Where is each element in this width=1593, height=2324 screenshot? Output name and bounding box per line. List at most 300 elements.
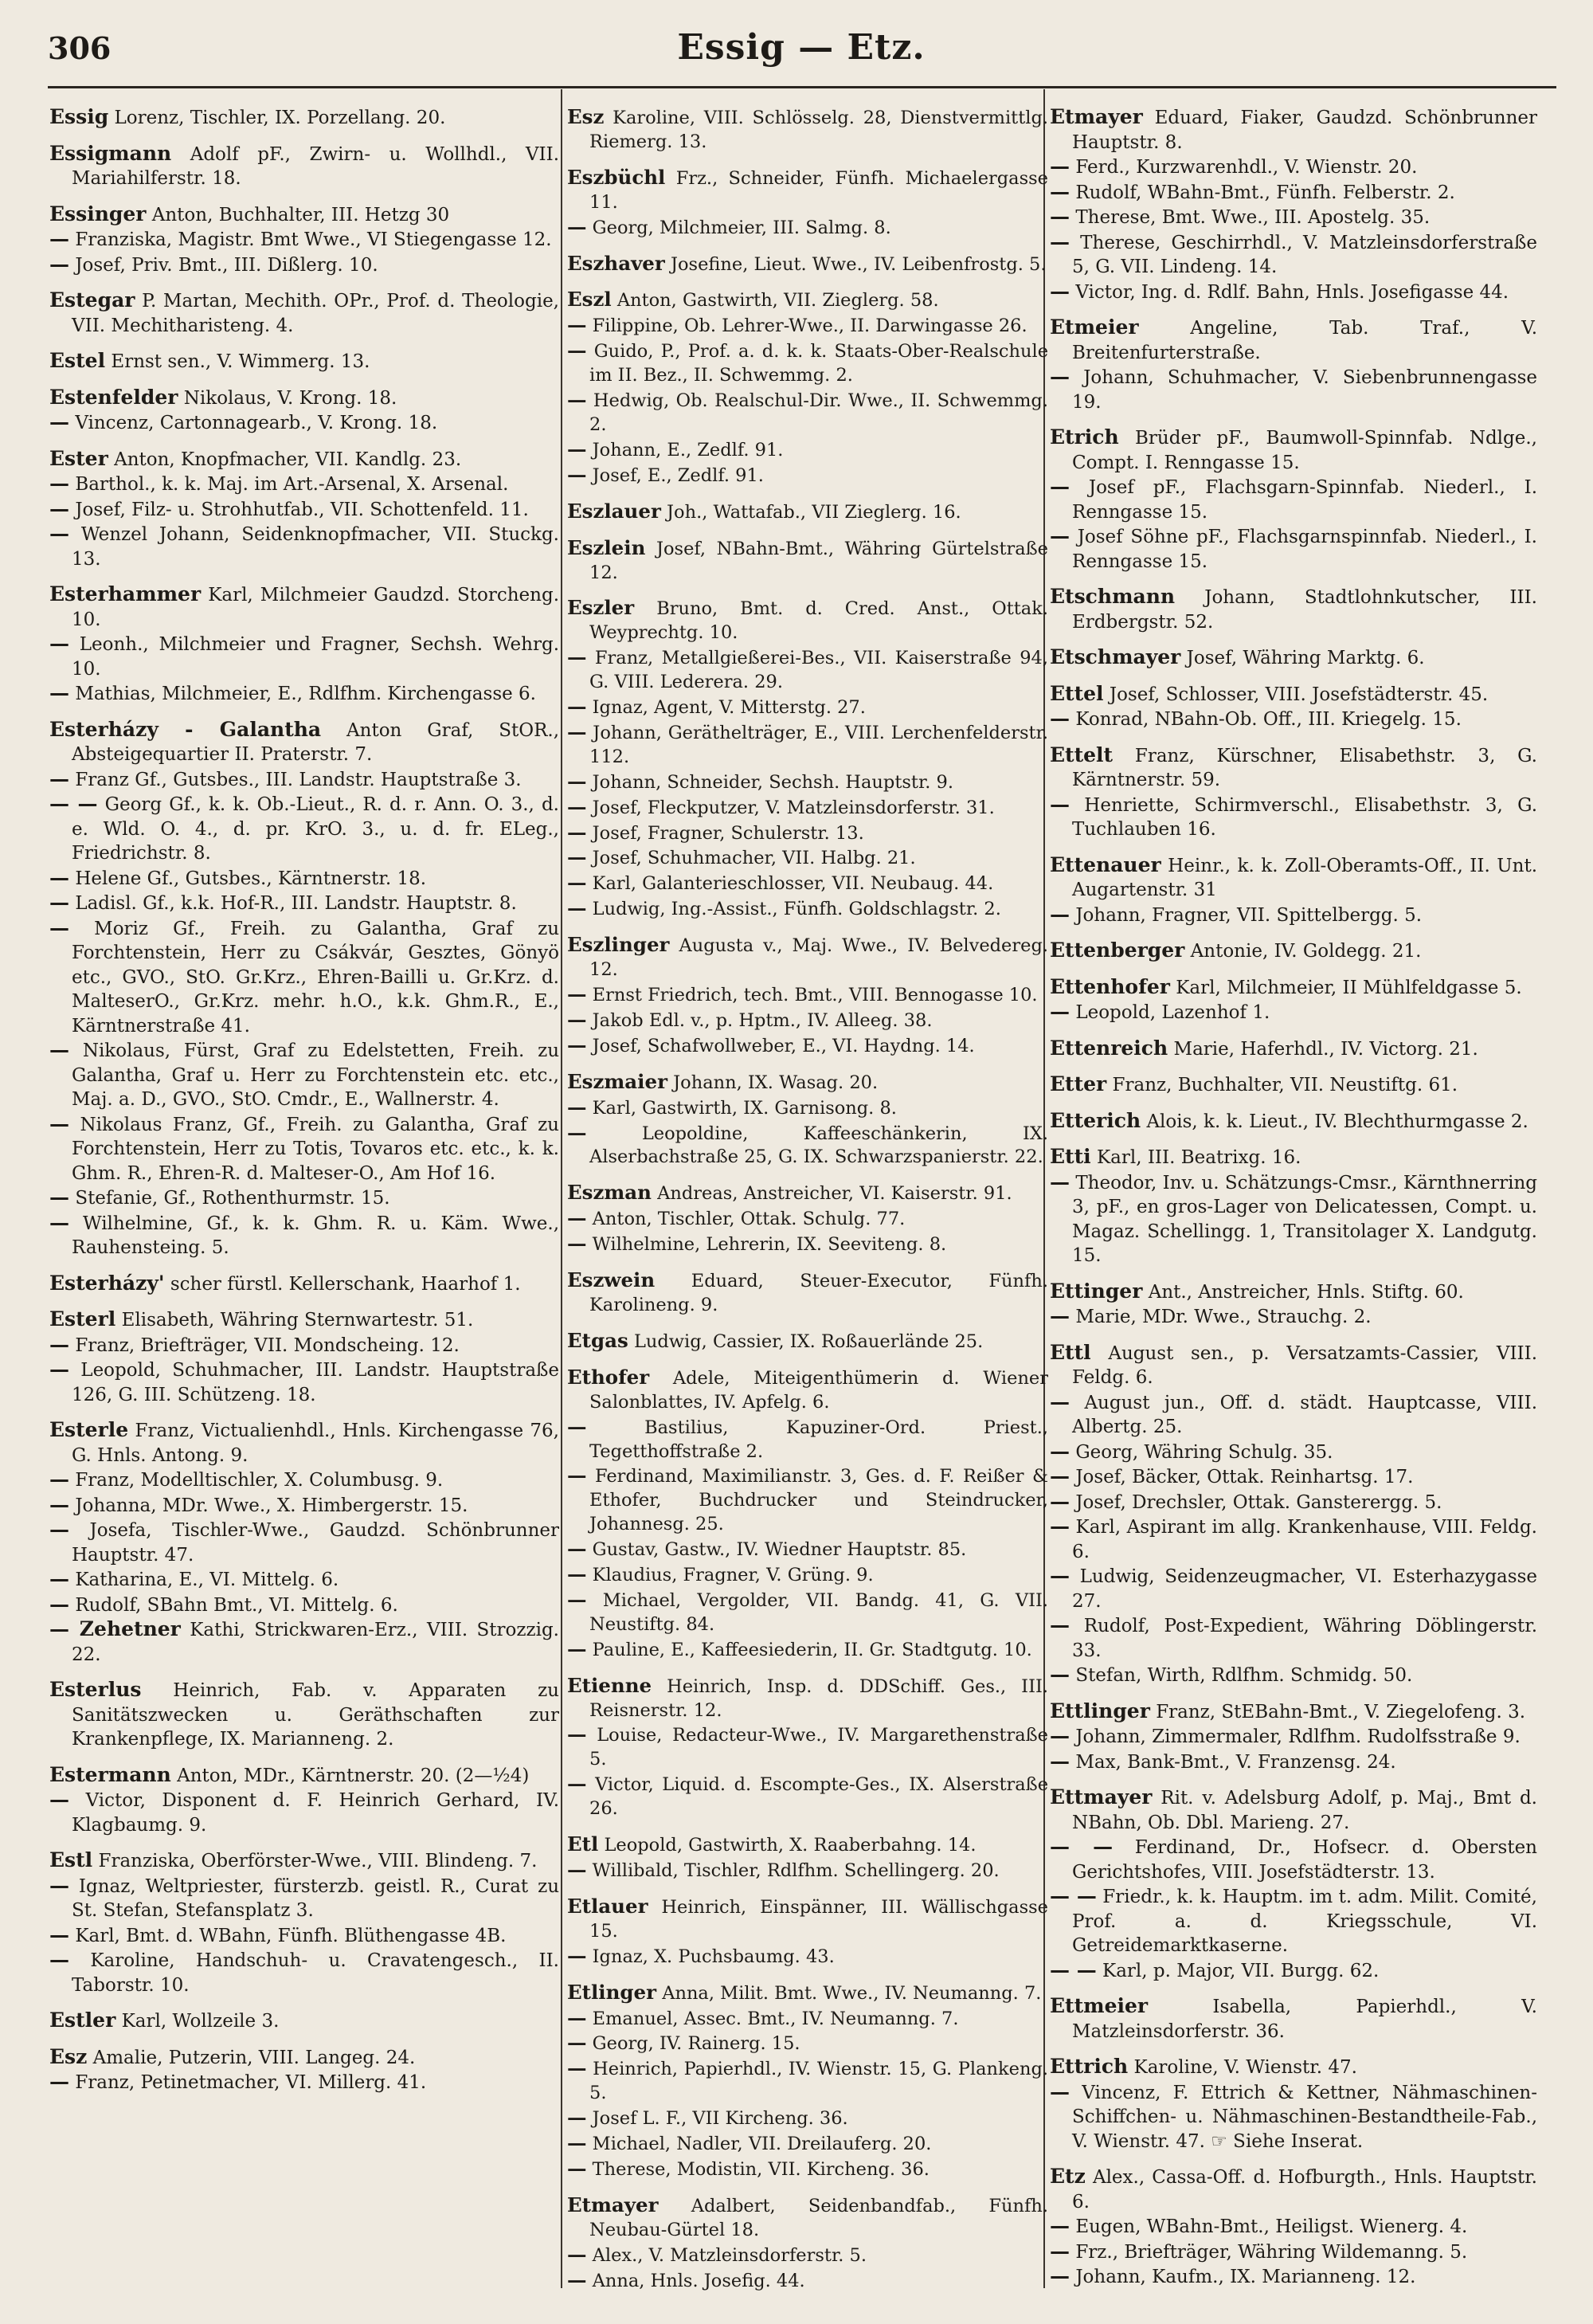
entry-details: Joh., Wattafab., VII Zieglerg. 16. — [667, 501, 961, 523]
entry-surname: Eszbüchl — [567, 165, 666, 189]
entry-details: Heinrich, Insp. d. DDSchiff. Ges., III. Reisnerstr. 12. — [589, 1675, 1048, 1721]
directory-entry — [567, 1895, 1048, 1944]
entry-surname: — — [567, 2031, 587, 2055]
entry-details: Josef, Drechsler, Ottak. Gansterergg. 5. — [1075, 1491, 1442, 1513]
directory-entry — [567, 2157, 1048, 2182]
directory-entry — [567, 1232, 1048, 1257]
directory-entry — [1050, 1280, 1537, 1305]
directory-entry — [567, 166, 1048, 215]
entry-details: Ernst Friedrich, tech. Bmt., VIII. Bennogasse 10. — [592, 985, 1038, 1005]
directory-entry — [1050, 939, 1537, 964]
directory-entry — [567, 1858, 1048, 1883]
entry-details: Emanuel, Assec. Bmt., IV. Neumanng. 7. — [592, 2008, 959, 2029]
directory-entry — [567, 596, 1048, 645]
entry-details: Karl, Gastwirth, IX. Garnisong. 8. — [592, 1097, 897, 1119]
directory-entry — [49, 1272, 559, 1297]
entry-surname: — — — [1050, 1958, 1097, 1981]
entry-details: Stefanie, Gf., Rothenthurmstr. 15. — [75, 1188, 390, 1209]
directory-entry — [1050, 2080, 1537, 2154]
entry-details: Leopold, Schuhmacher, III. Landstr. Hauptstraße 126, G. III. Schützeng. 18. — [72, 1360, 560, 1405]
entry-surname: — — [567, 794, 587, 818]
directory-entry — [49, 349, 559, 374]
entry-details: Eugen, WBahn-Bmt., Heiligst. Wienerg. 4. — [1075, 2216, 1468, 2237]
directory-entry — [1050, 1341, 1537, 1390]
entry-details: Josefa, Tischler-Wwe., Gaudzd. Schönbrunner Hauptstr. 47. — [72, 1520, 559, 1566]
entry-details: Therese, Bmt. Wwe., III. Apostelg. 35. — [1075, 207, 1431, 228]
entry-details: Bruno, Bmt. d. Cred. Anst., Ottak. Weyprechtg. 10. — [589, 598, 1049, 644]
directory-entry — [1050, 1884, 1537, 1958]
entry-details: Antonie, IV. Goldegg. 21. — [1190, 941, 1422, 962]
entry-surname: — — [1050, 155, 1070, 178]
entry-details: Kathi, Strickwaren-Erz., VIII. Strozzig. 22. — [72, 1620, 559, 1665]
entry-details: August sen., p. Versatzamts-Cassier, VIII. Feldg. 6. — [1072, 1342, 1538, 1388]
entry-surname: — — [49, 1332, 69, 1356]
entry-surname: Eszlein — [567, 535, 646, 559]
directory-column-3 — [1050, 94, 1537, 2290]
directory-entry — [1050, 2264, 1537, 2290]
entry-details: Gustav, Gastw., IV. Wiedner Hauptstr. 85. — [592, 1539, 967, 1561]
entry-surname: Essigmann — [49, 141, 172, 165]
entry-surname: Etterich — [1050, 1108, 1141, 1132]
directory-entry — [567, 695, 1048, 720]
entry-surname: — — [1050, 1000, 1070, 1023]
directory-entry — [49, 767, 559, 793]
entry-surname: Eszlinger — [567, 933, 670, 957]
directory-entry — [49, 288, 559, 338]
page-number: 306 — [48, 30, 112, 66]
entry-surname: — — [49, 766, 69, 790]
entry-details: Victor, Disponent d. F. Heinrich Gerhard, IV. Klagbaumg. 9. — [72, 1790, 559, 1836]
directory-entry — [567, 1329, 1048, 1354]
entry-surname: — — [567, 2267, 587, 2291]
entry-surname: — — — [1050, 1835, 1114, 1858]
directory-entry — [49, 1112, 559, 1186]
entry-details: Brüder pF., Baumwoll-Spinnfab. Ndlge., Compt. I. Renngasse 15. — [1072, 428, 1537, 473]
running-head: Essig — Etz. — [677, 27, 926, 68]
entry-surname: — — [567, 2056, 587, 2080]
column-divider — [561, 89, 562, 2288]
directory-entry — [567, 795, 1048, 821]
directory-entry — [567, 1008, 1048, 1033]
directory-entry — [567, 1832, 1048, 1858]
entry-details: Ludwig, Cassier, IX. Roßauerlände 25. — [633, 1331, 984, 1352]
entry-details: Rudolf, WBahn-Bmt., Fünfh. Felberstr. 2. — [1075, 182, 1455, 203]
directory-entry — [49, 1567, 559, 1593]
entry-details: Josef, NBahn-Bmt., Währing Gürtelstraße 12. — [589, 538, 1048, 583]
directory-entry — [1050, 2055, 1537, 2080]
entry-details: Josef, Fragner, Schulerstr. 13. — [592, 822, 864, 844]
entry-surname: — — [49, 227, 69, 250]
directory-entry — [567, 437, 1048, 463]
directory-entry — [567, 1181, 1048, 1206]
entry-details: Franziska, Oberförster-Wwe., VIII. Blindeng. 7. — [98, 1851, 538, 1871]
directory-entry — [1050, 230, 1537, 280]
entry-details: Karl, Milchmeier Gaudzd. Storcheng. 10. — [72, 585, 559, 630]
directory-entry — [1050, 1072, 1537, 1098]
entry-details: Josef L. F., VII Kircheng. 36. — [592, 2108, 848, 2130]
entry-surname: — — [49, 891, 69, 914]
entry-surname: — — [567, 845, 587, 869]
entry-details: Max, Bank-Bmt., V. Franzensg. 24. — [1075, 1751, 1396, 1773]
entry-surname: Estenfelder — [49, 385, 178, 409]
entry-details: Karl, Bmt. d. WBahn, Fünfh. Blüthengasse 4B. — [75, 1925, 507, 1946]
entry-surname: Eszler — [567, 596, 635, 620]
entry-surname: — — [567, 1636, 587, 1660]
entry-details: Anton, MDr., Kärntnerstr. 20. (2—½4) — [177, 1765, 530, 1786]
entry-surname: Esz — [567, 105, 605, 128]
directory-entry — [49, 582, 559, 632]
entry-details: Johann, Geräthelträger, E., VIII. Lerchenfelderstr. 112. — [589, 722, 1048, 767]
entry-surname: — — [1050, 792, 1070, 816]
entry-surname: — — [567, 1464, 587, 1487]
directory-entry — [567, 1033, 1048, 1059]
directory-entry — [49, 1307, 559, 1333]
entry-surname: Ettlinger — [1050, 1699, 1150, 1722]
entry-details: Johann, Zimmermaler, Rdlfhm. Rudolfsstraße 9. — [1075, 1726, 1521, 1747]
entry-details: August jun., Off. d. städt. Hauptcasse, VIII. Albertg. 25. — [1072, 1392, 1538, 1437]
entry-surname: — — [567, 313, 587, 337]
entry-surname: Estler — [49, 2009, 116, 2032]
directory-entry — [1050, 1490, 1537, 1515]
entry-surname: Etz — [1050, 2165, 1086, 2188]
entry-surname: — — [567, 1095, 587, 1119]
entry-details: Rudolf, Post-Expedient, Währing Döblingerstr. 33. — [1072, 1616, 1537, 1661]
entry-surname: — — [567, 1858, 587, 1881]
entry-surname: — — [1050, 1564, 1070, 1587]
entry-details: Josef, Schuhmacher, VII. Halbg. 21. — [592, 848, 916, 869]
directory-entry — [1050, 1170, 1537, 1268]
entry-details: Hedwig, Ob. Realschul-Dir. Wwe., II. Schwemmg. 2. — [589, 390, 1048, 435]
entry-details: Ferdinand, Maximilianstr. 3, Ges. d. F. Reißer & Ethofer, Buchdrucker und Steindrucker, Johannesg. 25. — [589, 1466, 1049, 1535]
page-header — [41, 27, 1561, 75]
entry-details: Heinr., k. k. Zoll-Oberamts-Off., II. Unt. Augartenstr. 31 — [1072, 855, 1538, 900]
entry-surname: Ettel — [1050, 681, 1104, 705]
entry-details: Wenzel Johann, Seidenknopfmacher, VII. Stuckg. 13. — [72, 524, 559, 570]
directory-entry — [567, 2006, 1048, 2032]
directory-entry — [567, 1637, 1048, 1663]
directory-entry — [1050, 707, 1537, 732]
entry-details: Ignaz, Agent, V. Mitterstg. 27. — [592, 697, 866, 719]
entry-surname: — — [49, 1358, 69, 1381]
directory-entry — [49, 227, 559, 253]
entry-surname: — — [567, 2106, 587, 2130]
entry-surname: Estl — [49, 1848, 93, 1871]
directory-entry — [49, 1848, 559, 1874]
entry-surname: Etlinger — [567, 1980, 657, 2004]
entry-surname: Ettenhofer — [1050, 974, 1170, 998]
entry-surname: — — [49, 1492, 69, 1516]
directory-entry — [1050, 1613, 1537, 1663]
entry-surname: — — [1050, 1663, 1070, 1686]
directory-entry — [567, 2106, 1048, 2131]
entry-details: Franz, Metallgießerei-Bes., VII. Kaiserstraße 94, G. VIII. Lederera. 29. — [589, 648, 1048, 693]
entry-surname: — — [567, 339, 587, 363]
entry-surname: Ettenreich — [1050, 1036, 1168, 1060]
directory-entry — [567, 1366, 1048, 1415]
entry-surname: — — [1050, 524, 1070, 547]
directory-entry — [49, 410, 559, 436]
entry-surname: — — [49, 1567, 69, 1590]
entry-details: Karoline, Handschuh- u. Cravatengesch., II. Taborstr. 10. — [72, 1950, 559, 1996]
entry-surname: Esterházy - Galantha — [49, 717, 322, 741]
entry-surname: Etgas — [567, 1328, 628, 1352]
entry-details: Filippine, Ob. Lehrer-Wwe., II. Darwingasse 26. — [592, 315, 1027, 337]
directory-entry — [567, 288, 1048, 313]
directory-entry — [49, 866, 559, 892]
entry-surname: — — — [1050, 1884, 1097, 1907]
entry-surname: Etl — [567, 1832, 599, 1856]
directory-entry — [49, 2045, 559, 2071]
entry-details: Franz Gf., Gutsbes., III. Landstr. Hauptstraße 3. — [75, 769, 522, 790]
directory-entry — [49, 386, 559, 411]
entry-details: Therese, Geschirrhdl., V. Matzleinsdorferstraße 5, G. VII. Lindeng. 14. — [1072, 232, 1537, 277]
entry-details: Georg Gf., k. k. Ob.-Lieut., R. d. r. Ann. O. 3., d. e. Wld. O. 4., d. pr. KrO. 3., u. d. fr. ELeg., Friedrichstr. 8. — [72, 794, 559, 864]
directory-entry — [567, 845, 1048, 871]
directory-entry — [567, 821, 1048, 846]
entry-surname: — — [49, 1592, 69, 1616]
directory-entry — [1050, 903, 1537, 928]
entry-details: Eduard, Steuer-Executor, Fünfh. Karolineng. 9. — [589, 1271, 1048, 1315]
entry-surname: — Zehetner — [49, 1617, 181, 1640]
entry-details: Anton, Knopfmacher, VII. Kandlg. 23. — [114, 449, 462, 470]
entry-surname: — — [567, 1033, 587, 1056]
entry-surname: — — [49, 1210, 69, 1234]
entry-surname: Etschmann — [1050, 585, 1176, 608]
directory-entry — [49, 447, 559, 472]
entry-surname: — — [567, 695, 587, 719]
entry-surname: Esterhammer — [49, 582, 202, 605]
entry-details: Anna, Hnls. Josefig. 44. — [592, 2270, 805, 2291]
entry-surname: — — [1050, 2239, 1070, 2263]
entry-surname: — — [49, 1111, 69, 1135]
entry-details: Karl, III. Beatrixg. 16. — [1096, 1147, 1301, 1168]
entry-surname: Etti — [1050, 1145, 1091, 1168]
directory-entry — [1050, 585, 1537, 634]
entry-details: Josef, Schlosser, VIII. Josefstädterstr. 45. — [1109, 684, 1489, 705]
entry-details: Lorenz, Tischler, IX. Porzellang. 20. — [114, 108, 446, 128]
entry-details: Mathias, Milchmeier, E., Rdlfhm. Kirchengasse 6. — [75, 684, 536, 704]
entry-details: Augusta v., Maj. Wwe., IV. Belvedereg. 12. — [589, 935, 1048, 981]
entry-details: Michael, Nadler, VII. Dreilauferg. 20. — [592, 2134, 932, 2155]
entry-surname: — — [1050, 179, 1070, 203]
directory-entry — [1050, 1994, 1537, 2044]
entry-surname: Essig — [49, 105, 109, 128]
entry-details: Therese, Modistin, VII. Kircheng. 36. — [592, 2158, 930, 2180]
directory-entry — [49, 1617, 559, 1667]
entry-details: Josef, Währing Marktg. 6. — [1186, 648, 1425, 668]
directory-entry — [1050, 280, 1537, 305]
entry-details: Johann, Stadtlohnkutscher, III. Erdbergstr. 52. — [1072, 587, 1537, 633]
entry-details: Moriz Gf., Freih. zu Galantha, Graf zu Forchtenstein, Herr zu Csákvár, Gesztes, Gönyö etc., GVO., StO. Gr.Krz., Ehren-Bailli u. Gr.Krz. d. MalteserO., Gr.Krz. mehr. h.O., k.k. Ghm.R., E., Kärntnerstraße 41. — [72, 918, 560, 1037]
entry-surname: — — [49, 410, 69, 433]
directory-entry — [1050, 365, 1537, 414]
entry-details: Louise, Redacteur-Wwe., IV. Margarethenstraße 5. — [589, 1725, 1048, 1770]
entry-details: Josef Söhne pF., Flachsgarnspinnfab. Niederl., I. Renngasse 15. — [1072, 527, 1537, 572]
directory-entry — [49, 916, 559, 1039]
entry-surname: — — [1050, 1613, 1070, 1636]
entry-surname: — — [1050, 365, 1070, 388]
entry-surname: Etmayer — [567, 2193, 659, 2216]
entry-surname: — — [567, 388, 587, 412]
entry-surname: Etmayer — [1050, 105, 1143, 128]
entry-details: Anton, Tischler, Ottak. Schulg. 77. — [592, 1209, 906, 1230]
entry-details: Johann, E., Zedlf. 91. — [592, 439, 784, 460]
directory-entry — [567, 896, 1048, 922]
entry-details: Franz, Victualienhdl., Hnls. Kirchengasse 76, G. Hnls. Antong. 9. — [72, 1421, 559, 1466]
entry-details: Jakob Edl. v., p. Hptm., IV. Alleeg. 38. — [592, 1009, 933, 1031]
directory-entry — [1050, 1663, 1537, 1688]
directory-entry — [567, 720, 1048, 770]
entry-details: Eduard, Fiaker, Gaudzd. Schönbrunner Hauptstr. 8. — [1072, 108, 1537, 153]
entry-surname: — — [567, 719, 587, 743]
directory-entry — [49, 1038, 559, 1112]
directory-entry — [567, 1464, 1048, 1537]
entry-surname: — — [567, 896, 587, 920]
directory-entry — [567, 1415, 1048, 1464]
entry-details: Willibald, Tischler, Rdlfhm. Schellingerg. 20. — [592, 1860, 1000, 1881]
directory-entry — [49, 1468, 559, 1493]
entry-surname: — — [49, 522, 69, 545]
directory-entry — [1050, 1109, 1537, 1135]
entry-details: Karl, Wollzeile 3. — [121, 2011, 280, 2032]
directory-entry — [49, 1923, 559, 1949]
directory-entry — [1050, 524, 1537, 574]
entry-surname: Ettelt — [1050, 743, 1114, 766]
entry-surname: — — [567, 1232, 587, 1256]
entry-details: Karl, Galanterieschlosser, VII. Neubaug. 44. — [592, 873, 994, 895]
directory-entry — [1050, 1564, 1537, 1613]
entry-surname: — — [1050, 2264, 1070, 2287]
entry-surname: Esterle — [49, 1418, 129, 1441]
entry-surname: — — [567, 1943, 587, 1967]
directory-entry — [567, 2031, 1048, 2056]
entry-surname: — — [567, 437, 587, 460]
entry-surname: Etrich — [1050, 425, 1119, 449]
directory-entry — [49, 681, 559, 707]
entry-details: Leopold, Lazenhof 1. — [1075, 1002, 1270, 1023]
entry-details: Ladisl. Gf., k.k. Hof-R., III. Landstr. Hauptstr. 8. — [75, 893, 517, 914]
entry-surname: — — [1050, 279, 1070, 303]
entry-details: Heinrich, Fab. v. Apparaten zu Sanitätszwecken u. Geräthschaften zur Krankenpflege, IX. Marianneng. 2. — [72, 1680, 559, 1750]
entry-surname: — — [567, 2005, 587, 2029]
directory-entry — [567, 1095, 1048, 1121]
entry-details: Konrad, NBahn-Ob. Off., III. Kriegelg. 15. — [1075, 709, 1462, 730]
entry-surname: — — [49, 252, 69, 276]
entry-surname: — — [1050, 1724, 1070, 1747]
entry-surname: — — [1050, 2079, 1070, 2103]
entry-details: Frz., Schneider, Fünfh. Michaelergasse 11. — [589, 167, 1048, 213]
entry-details: Angeline, Tab. Traf., V. Breitenfurterstraße. — [1072, 318, 1537, 363]
entry-surname: — — [49, 1922, 69, 1946]
entry-details: Henriette, Schirmverschl., Elisabethstr. 3, G. Tuchlauben 16. — [1072, 794, 1538, 840]
entry-surname: — — [1050, 707, 1070, 730]
entry-surname: Ettmeier — [1050, 1994, 1149, 2017]
entry-details: Rit. v. Adelsburg Adolf, p. Maj., Bmt d. NBahn, Ob. Dbl. Marieng. 27. — [1072, 1788, 1537, 1833]
entry-details: Franz, Modelltischler, X. Columbusg. 9. — [75, 1470, 444, 1491]
directory-entry — [567, 1772, 1048, 1821]
entry-surname: Eszl — [567, 288, 612, 312]
entry-surname: — — [1050, 1439, 1070, 1463]
directory-entry — [567, 645, 1048, 695]
directory-entry — [1050, 2165, 1537, 2214]
entry-details: Klaudius, Fragner, V. Grüng. 9. — [592, 1565, 874, 1586]
directory-entry — [1050, 1958, 1537, 1984]
directory-entry — [567, 463, 1048, 488]
entry-surname: Eszhaver — [567, 251, 665, 275]
entry-details: Wilhelmine, Gf., k. k. Ghm. R. u. Käm. Wwe., Rauhensteing. 5. — [72, 1213, 560, 1258]
entry-surname: Etmeier — [1050, 315, 1139, 339]
entry-details: Franz, Briefträger, VII. Mondscheing. 12. — [75, 1334, 460, 1356]
directory-entry — [1050, 2214, 1537, 2240]
entry-details: Stefan, Wirth, Rdlfhm. Schmidg. 50. — [1075, 1665, 1413, 1686]
directory-entry — [567, 770, 1048, 795]
entry-surname: — — [1050, 205, 1070, 228]
directory-entry — [49, 1874, 559, 1923]
entry-surname: — — [1050, 1170, 1070, 1193]
directory-entry — [49, 1186, 559, 1211]
directory-entry — [1050, 743, 1537, 793]
entry-surname: — — [567, 982, 587, 1005]
directory-entry — [1050, 1699, 1537, 1725]
directory-entry — [567, 933, 1048, 982]
entry-details: Nikolaus Franz, Gf., Freih. zu Galantha, Graf zu Forchtenstein, Herr zu Totis, Tovaros etc. etc., k. k. Ghm. R., Ehren-R. d. Malteser-O., Am Hof 16. — [72, 1114, 559, 1184]
entry-surname: — — [567, 1206, 587, 1230]
entry-details: Ferd., Kurzwarenhdl., V. Wienstr. 20. — [1075, 157, 1418, 178]
entry-details: Alex., V. Matzleinsdorferstr. 5. — [592, 2244, 867, 2266]
entry-surname: — — [49, 865, 69, 889]
directory-entry — [49, 1678, 559, 1752]
entry-surname: — — [49, 1518, 69, 1541]
entry-details: Adolf pF., Zwirn- u. Wollhdl., VII. Mariahilferstr. 18. — [72, 143, 560, 189]
entry-surname: Etter — [1050, 1072, 1107, 1095]
directory-entry — [567, 1206, 1048, 1232]
entry-details: Johanna, MDr. Wwe., X. Himbergerstr. 15. — [75, 1495, 468, 1516]
entry-details: Nikolaus, V. Krong. 18. — [183, 387, 397, 409]
entry-details: Anton Graf, StOR., Absteigequartier II. Praterstr. 7. — [72, 719, 560, 765]
entry-details: Bastilius, Kapuziner-Ord. Priest., Tegetthoffstraße 2. — [589, 1417, 1049, 1462]
entry-surname: Etschmayer — [1050, 645, 1181, 668]
entry-surname: — — [567, 2156, 587, 2180]
entry-details: Isabella, Papierhdl., V. Matzleinsdorferstr. 36. — [1072, 1997, 1537, 2042]
entry-surname: — — [1050, 1515, 1070, 1538]
entry-details: Karoline, VIII. Schlösselg. 28, Dienstvermittlg. Riemerg. 13. — [589, 108, 1048, 152]
entry-details: Georg, Währing Schulg. 35. — [1075, 1441, 1333, 1463]
entry-details: Johann, Schneider, Sechsh. Hauptstr. 9. — [592, 771, 954, 793]
entry-surname: — — [49, 2070, 69, 2093]
directory-entry — [567, 1562, 1048, 1588]
entry-surname: — — [1050, 475, 1070, 498]
entry-details: Alex., Cassa-Off. d. Hofburgth., Hnls. Hauptstr. 6. — [1072, 2167, 1537, 2212]
directory-entry — [49, 1493, 559, 1519]
directory-entry — [49, 1418, 559, 1468]
entry-surname: Ester — [49, 446, 108, 470]
directory-entry — [1050, 315, 1537, 365]
entry-details: Heinrich, Einspänner, III. Wällischgasse 15. — [589, 1896, 1048, 1942]
entry-surname: — — [567, 2131, 587, 2155]
entry-details: Leopold, Gastwirth, X. Raaberbahng. 14. — [604, 1835, 977, 1856]
entry-surname: — — [567, 1562, 587, 1586]
entry-surname: Ettinger — [1050, 1279, 1143, 1303]
entry-details: Josef, Fleckputzer, V. Matzleinsdorferstr. 31. — [592, 797, 995, 818]
directory-entry — [49, 472, 559, 497]
entry-details: Johann, IX. Wasag. 20. — [673, 1072, 879, 1093]
entry-surname: Eszwein — [567, 1268, 656, 1292]
directory-entry — [567, 1121, 1048, 1170]
directory-entry — [49, 497, 559, 523]
directory-entry — [567, 982, 1048, 1008]
entry-details: Marie, Haferhdl., IV. Victorg. 21. — [1173, 1038, 1478, 1060]
entry-details: Anna, Milit. Bmt. Wwe., IV. Neumanng. 7. — [662, 1982, 1042, 2004]
